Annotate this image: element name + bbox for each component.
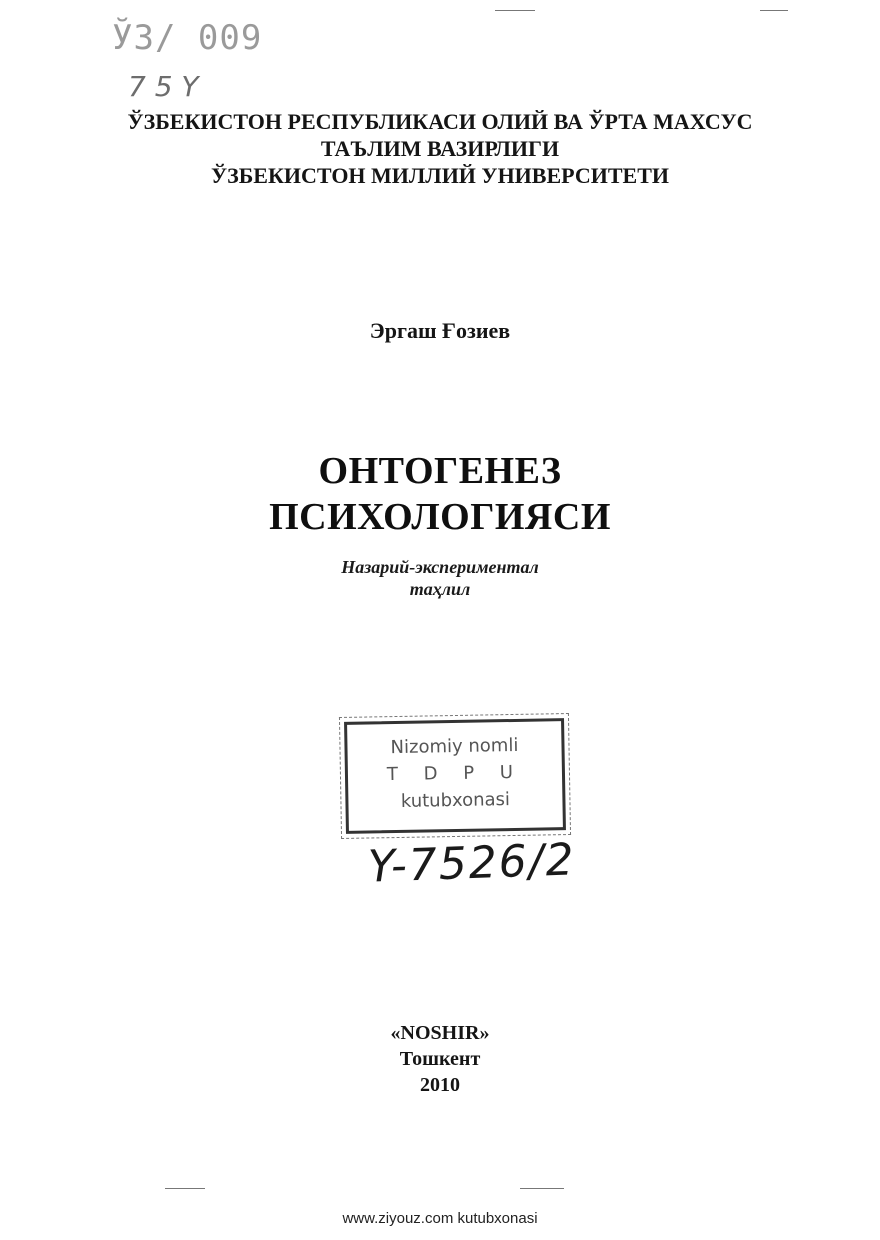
publication-year: 2010 bbox=[420, 1074, 460, 1096]
title-line-1: ОНТОГЕНЕЗ bbox=[318, 450, 562, 492]
book-title bbox=[0, 448, 880, 540]
footer-source: www.ziyouz.com kutubxonasi bbox=[342, 1210, 538, 1227]
scan-speck bbox=[165, 1188, 205, 1189]
library-mark-handwritten: 7 5 Y bbox=[128, 70, 199, 103]
publisher-name: «NOSHIR» bbox=[390, 1022, 490, 1044]
subtitle-line-2: таҳлил bbox=[409, 579, 471, 599]
book-subtitle bbox=[0, 556, 880, 600]
stamp-line-2: T D P U bbox=[386, 761, 524, 786]
handwritten-inventory-code: Y-7526/2 bbox=[367, 834, 577, 893]
scan-speck bbox=[520, 1188, 564, 1189]
library-stamp bbox=[344, 718, 566, 834]
publisher-city: Тошкент bbox=[399, 1048, 481, 1070]
scan-speck bbox=[760, 10, 788, 11]
subtitle-line-1: Назарий-экспериментал bbox=[341, 557, 539, 577]
ministry-line-1: ЎЗБЕКИСТОН РЕСПУБЛИКАСИ ОЛИЙ ВА ЎРТА МАХСУС bbox=[127, 109, 753, 134]
author-name: Эргаш Ғозиев bbox=[369, 318, 511, 343]
library-mark-faint: ЎЗ/ 009 bbox=[112, 18, 263, 58]
stamp-line-1: Nizomiy nomli bbox=[390, 734, 519, 759]
ministry-header bbox=[0, 108, 880, 189]
publisher-block bbox=[0, 1020, 880, 1098]
title-line-2: ПСИХОЛОГИЯСИ bbox=[269, 496, 611, 538]
university-line: ЎЗБЕКИСТОН МИЛЛИЙ УНИВЕРСИТЕТИ bbox=[211, 163, 669, 188]
ministry-line-2: ТАЪЛИМ ВАЗИРЛИГИ bbox=[320, 136, 560, 161]
stamp-line-3: kutubxonasi bbox=[400, 789, 511, 812]
scan-speck bbox=[495, 10, 535, 11]
